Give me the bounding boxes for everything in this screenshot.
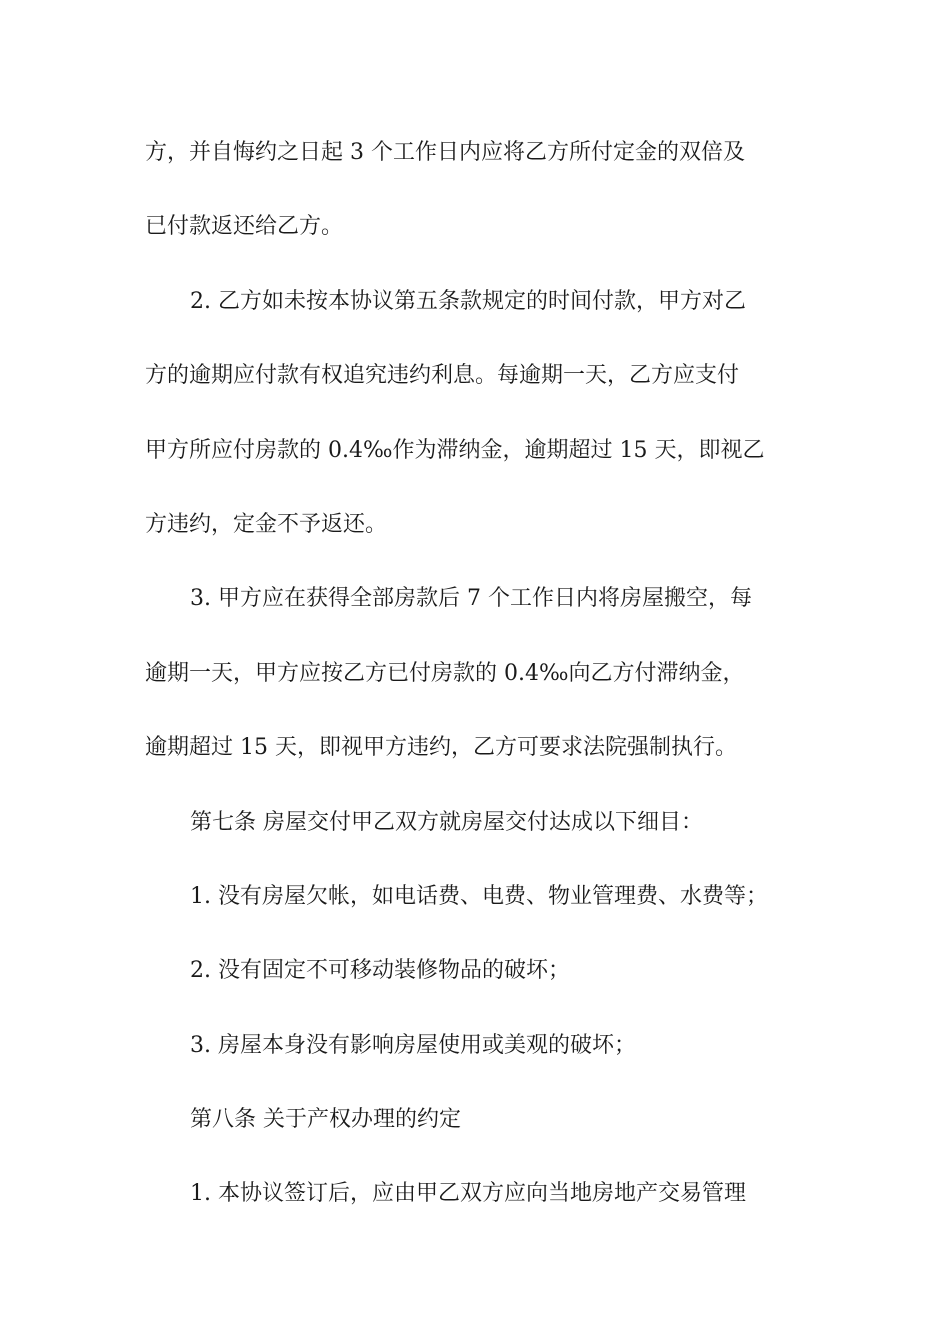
article-7-item-2: 2. 没有固定不可移动装修物品的破坏； (190, 958, 570, 984)
article-7-item-1: 1. 没有房屋欠帐，如电话费、电费、物业管理费、水费等； (190, 883, 768, 909)
article-7-item-3: 3. 房屋本身没有影响房屋使用或美观的破坏； (190, 1032, 636, 1058)
body-line-1: 方，并自悔约之日起 3 个工作日内应将乙方所付定金的双倍及 (145, 140, 745, 165)
article-8-item-1: 1. 本协议签订后，应由甲乙双方应向当地房地产交易管理 (190, 1181, 746, 1207)
clause-2-line-1: 2. 乙方如未按本协议第五条款规定的时间付款，甲方对乙 (190, 288, 746, 314)
clause-2-line-2: 方的逾期应付款有权追究违约利息。每逾期一天，乙方应支付 (145, 363, 740, 389)
clause-2-line-3: 甲方所应付房款的 0.4‰作为滞纳金，逾期超过 15 天，即视乙 (145, 437, 765, 463)
body-line-2: 已付款返还给乙方。 (145, 214, 344, 240)
clause-2-line-4: 方违约，定金不予返还。 (145, 511, 388, 537)
clause-3-line-1: 3. 甲方应在获得全部房款后 7 个工作日内将房屋搬空，每 (190, 586, 752, 612)
document-body (145, 128, 811, 1244)
article-7-heading: 第七条 房屋交付甲乙双方就房屋交付达成以下细目： (190, 809, 703, 835)
article-8-heading: 第八条 关于产权办理的约定 (190, 1107, 461, 1133)
clause-3-line-3: 逾期超过 15 天，即视甲方违约，乙方可要求法院强制执行。 (145, 735, 737, 761)
clause-3-line-2: 逾期一天，甲方应按乙方已付房款的 0.4‰向乙方付滞纳金， (145, 660, 745, 686)
